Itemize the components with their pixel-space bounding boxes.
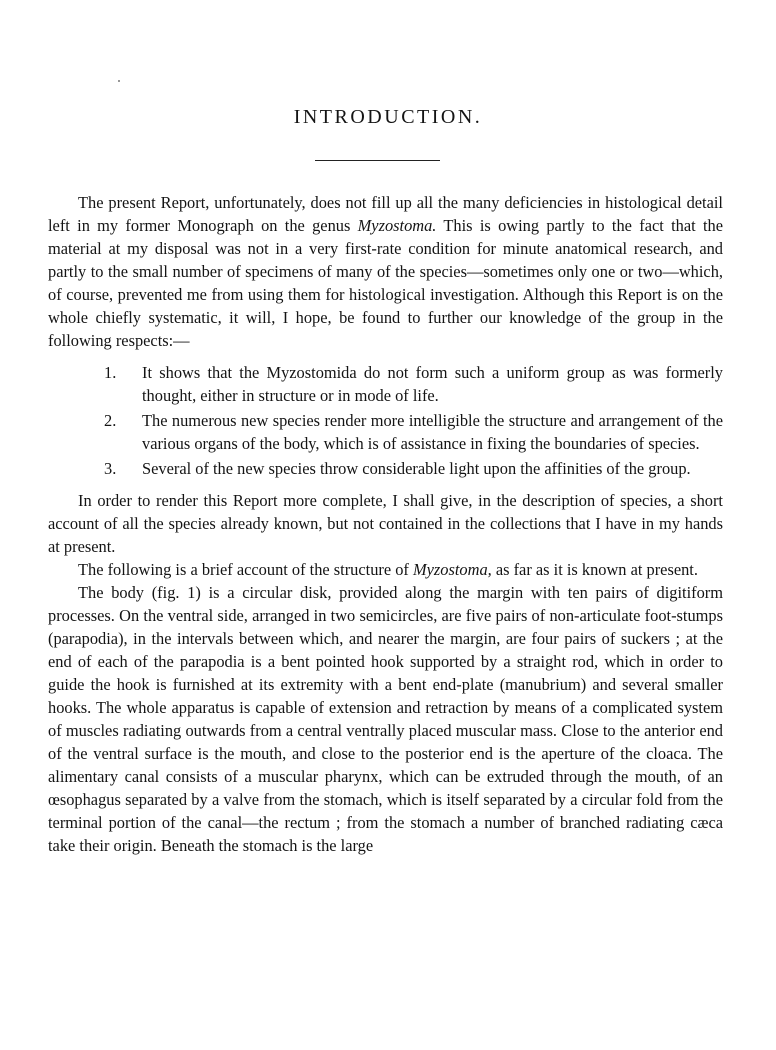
speck-mark	[118, 80, 120, 82]
paragraph-anatomy: The body (fig. 1) is a circular disk, provided along the margin with ten pairs of digitiform processes. On the ventral side, arranged in two semicircles, are five pairs of non-articulate foot-stumps (parapodia), in the intervals between which, and nearer the margin, are four pairs of suckers ; at the end of each of the parapodia is a bent pointed hook supported by a straight rod, which in order to guide the hook is furnished at its extremity with a bent end-plate (manubrium) and several smaller hooks. The whole apparatus is capable of extension and retraction by means of a complicated system of muscles radiating outwards from a central ventrally placed muscular mass. Close to the anterior end of the ventral surface is the mouth, and close to the posterior end is the aperture of the cloaca. The alimentary canal consists of a muscular pharynx, which can be extruded through the mouth, of an œsophagus separated by a valve from the stomach, which is itself separated by a circular fold from the terminal portion of the canal—the rectum ; from the stomach a number of branched radiating cæca take their origin. Beneath the stomach is the large	[48, 583, 723, 855]
genus-name-italic: Myzostoma,	[412, 560, 492, 579]
list-number: 3.	[104, 459, 117, 478]
list-number: 2.	[104, 411, 117, 430]
paragraph-intro: The present Report, unfortunately, does not fill up all the many deficiencies in histological detail left in my former Monograph on the genus Myzostoma. This is owing partly to the fact that the material at my disposal was not in a very first-rate condition for minute anatomical research, and partly to the small number of specimens of many of the species—sometimes only one or two—which, of course, prevented me from using them for histological investigation. Although this Report is on the whole chiefly systematic, it will, I hope, be found to further our knowledge of the group in the following respects:—	[48, 193, 723, 350]
genus-name-italic: Myzostoma.	[357, 216, 437, 235]
title-rule	[315, 160, 440, 161]
page-title: INTRODUCTION.	[293, 106, 483, 128]
respects-list	[48, 361, 723, 480]
list-item	[48, 457, 723, 480]
paragraph-structure: The following is a brief account of the structure of Myzostoma, as far as it is known at present.	[78, 560, 698, 579]
list-item	[48, 361, 723, 407]
list-number: 1.	[104, 363, 117, 382]
body-text	[48, 191, 723, 857]
paragraph-species: In order to render this Report more complete, I shall give, in the description of species, a short account of all the species already known, but not contained in the collections that I have in my hands at present.	[48, 491, 723, 556]
list-item-text: Several of the new species throw considerable light upon the affinities of the group.	[142, 459, 691, 478]
list-item	[48, 409, 723, 455]
list-item-text: The numerous new species render more intelligible the structure and arrangement of the various organs of the body, which is of assistance in fixing the boundaries of species.	[142, 411, 723, 453]
list-item-text: It shows that the Myzostomida do not form such a uniform group as was formerly thought, either in structure or in mode of life.	[142, 363, 723, 405]
